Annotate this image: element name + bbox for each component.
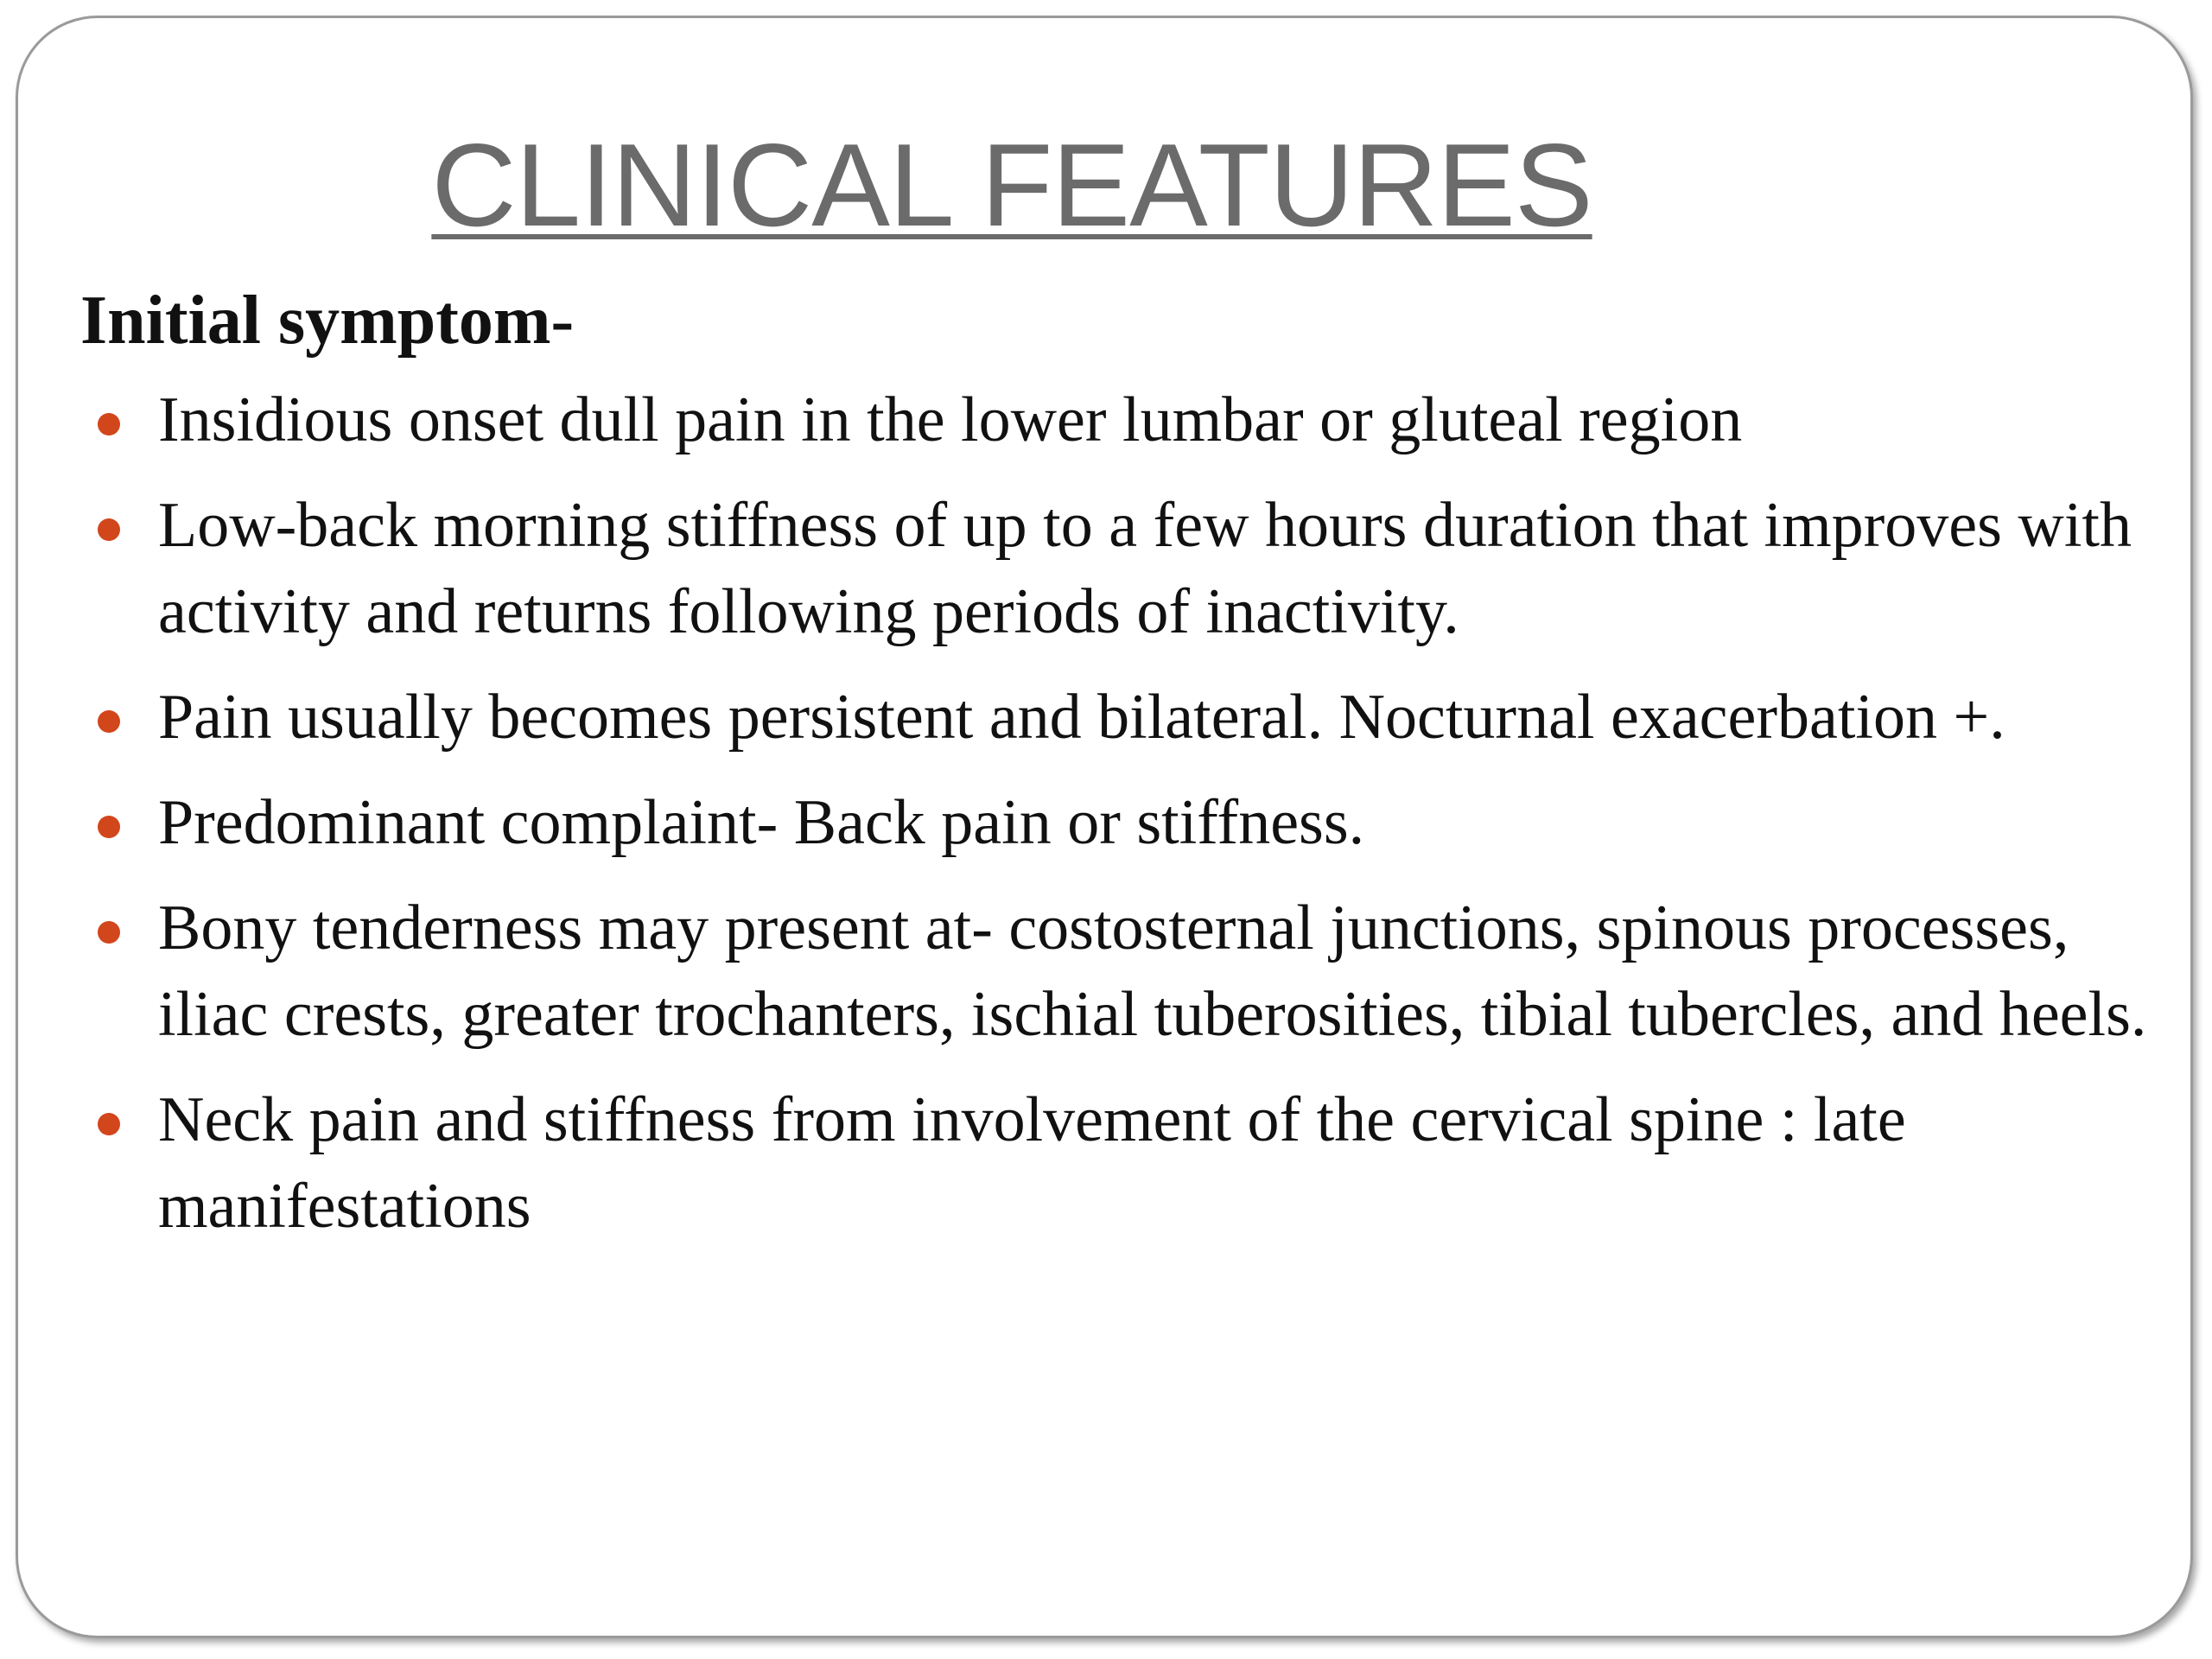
bullet-dot-icon [98, 816, 120, 838]
bullet-item [80, 482, 2171, 655]
bullet-dot-icon [98, 518, 120, 541]
bullet-item [80, 674, 2171, 760]
slide-content [80, 276, 2171, 1268]
bullet-text: Bony tenderness may present at- costosternal junctions, spinous processes, iliac crests, greater trochanters, ischial tuberosities, tibial tubercles, and heels. [158, 893, 2147, 1050]
bullet-dot-icon [98, 921, 120, 944]
bullet-dot-icon [98, 413, 120, 435]
subheading: Initial symptom- [80, 283, 575, 359]
bullet-text: Pain usually becomes persistent and bilateral. Nocturnal exacerbation +. [158, 682, 2005, 753]
bullet-list [80, 377, 2171, 1249]
bullet-item [80, 377, 2171, 463]
bullet-item [80, 885, 2171, 1058]
bullet-text: Low-back morning stiffness of up to a few hours duration that improves with activity and returns following periods of inactivity. [158, 490, 2132, 647]
slide-title: CLINICAL FEATURES [431, 119, 1592, 251]
bullet-text: Insidious onset dull pain in the lower lumbar or gluteal region [158, 385, 1743, 455]
bullet-dot-icon [98, 710, 120, 733]
bullet-item [80, 779, 2171, 866]
bullet-item [80, 1077, 2171, 1249]
bullet-text: Neck pain and stiffness from involvement of the cervical spine : late manifestations [158, 1084, 1906, 1242]
bullet-text: Predominant complaint- Back pain or stiffness. [158, 787, 1365, 858]
slide-frame [16, 16, 2193, 1638]
bullet-dot-icon [98, 1113, 120, 1135]
